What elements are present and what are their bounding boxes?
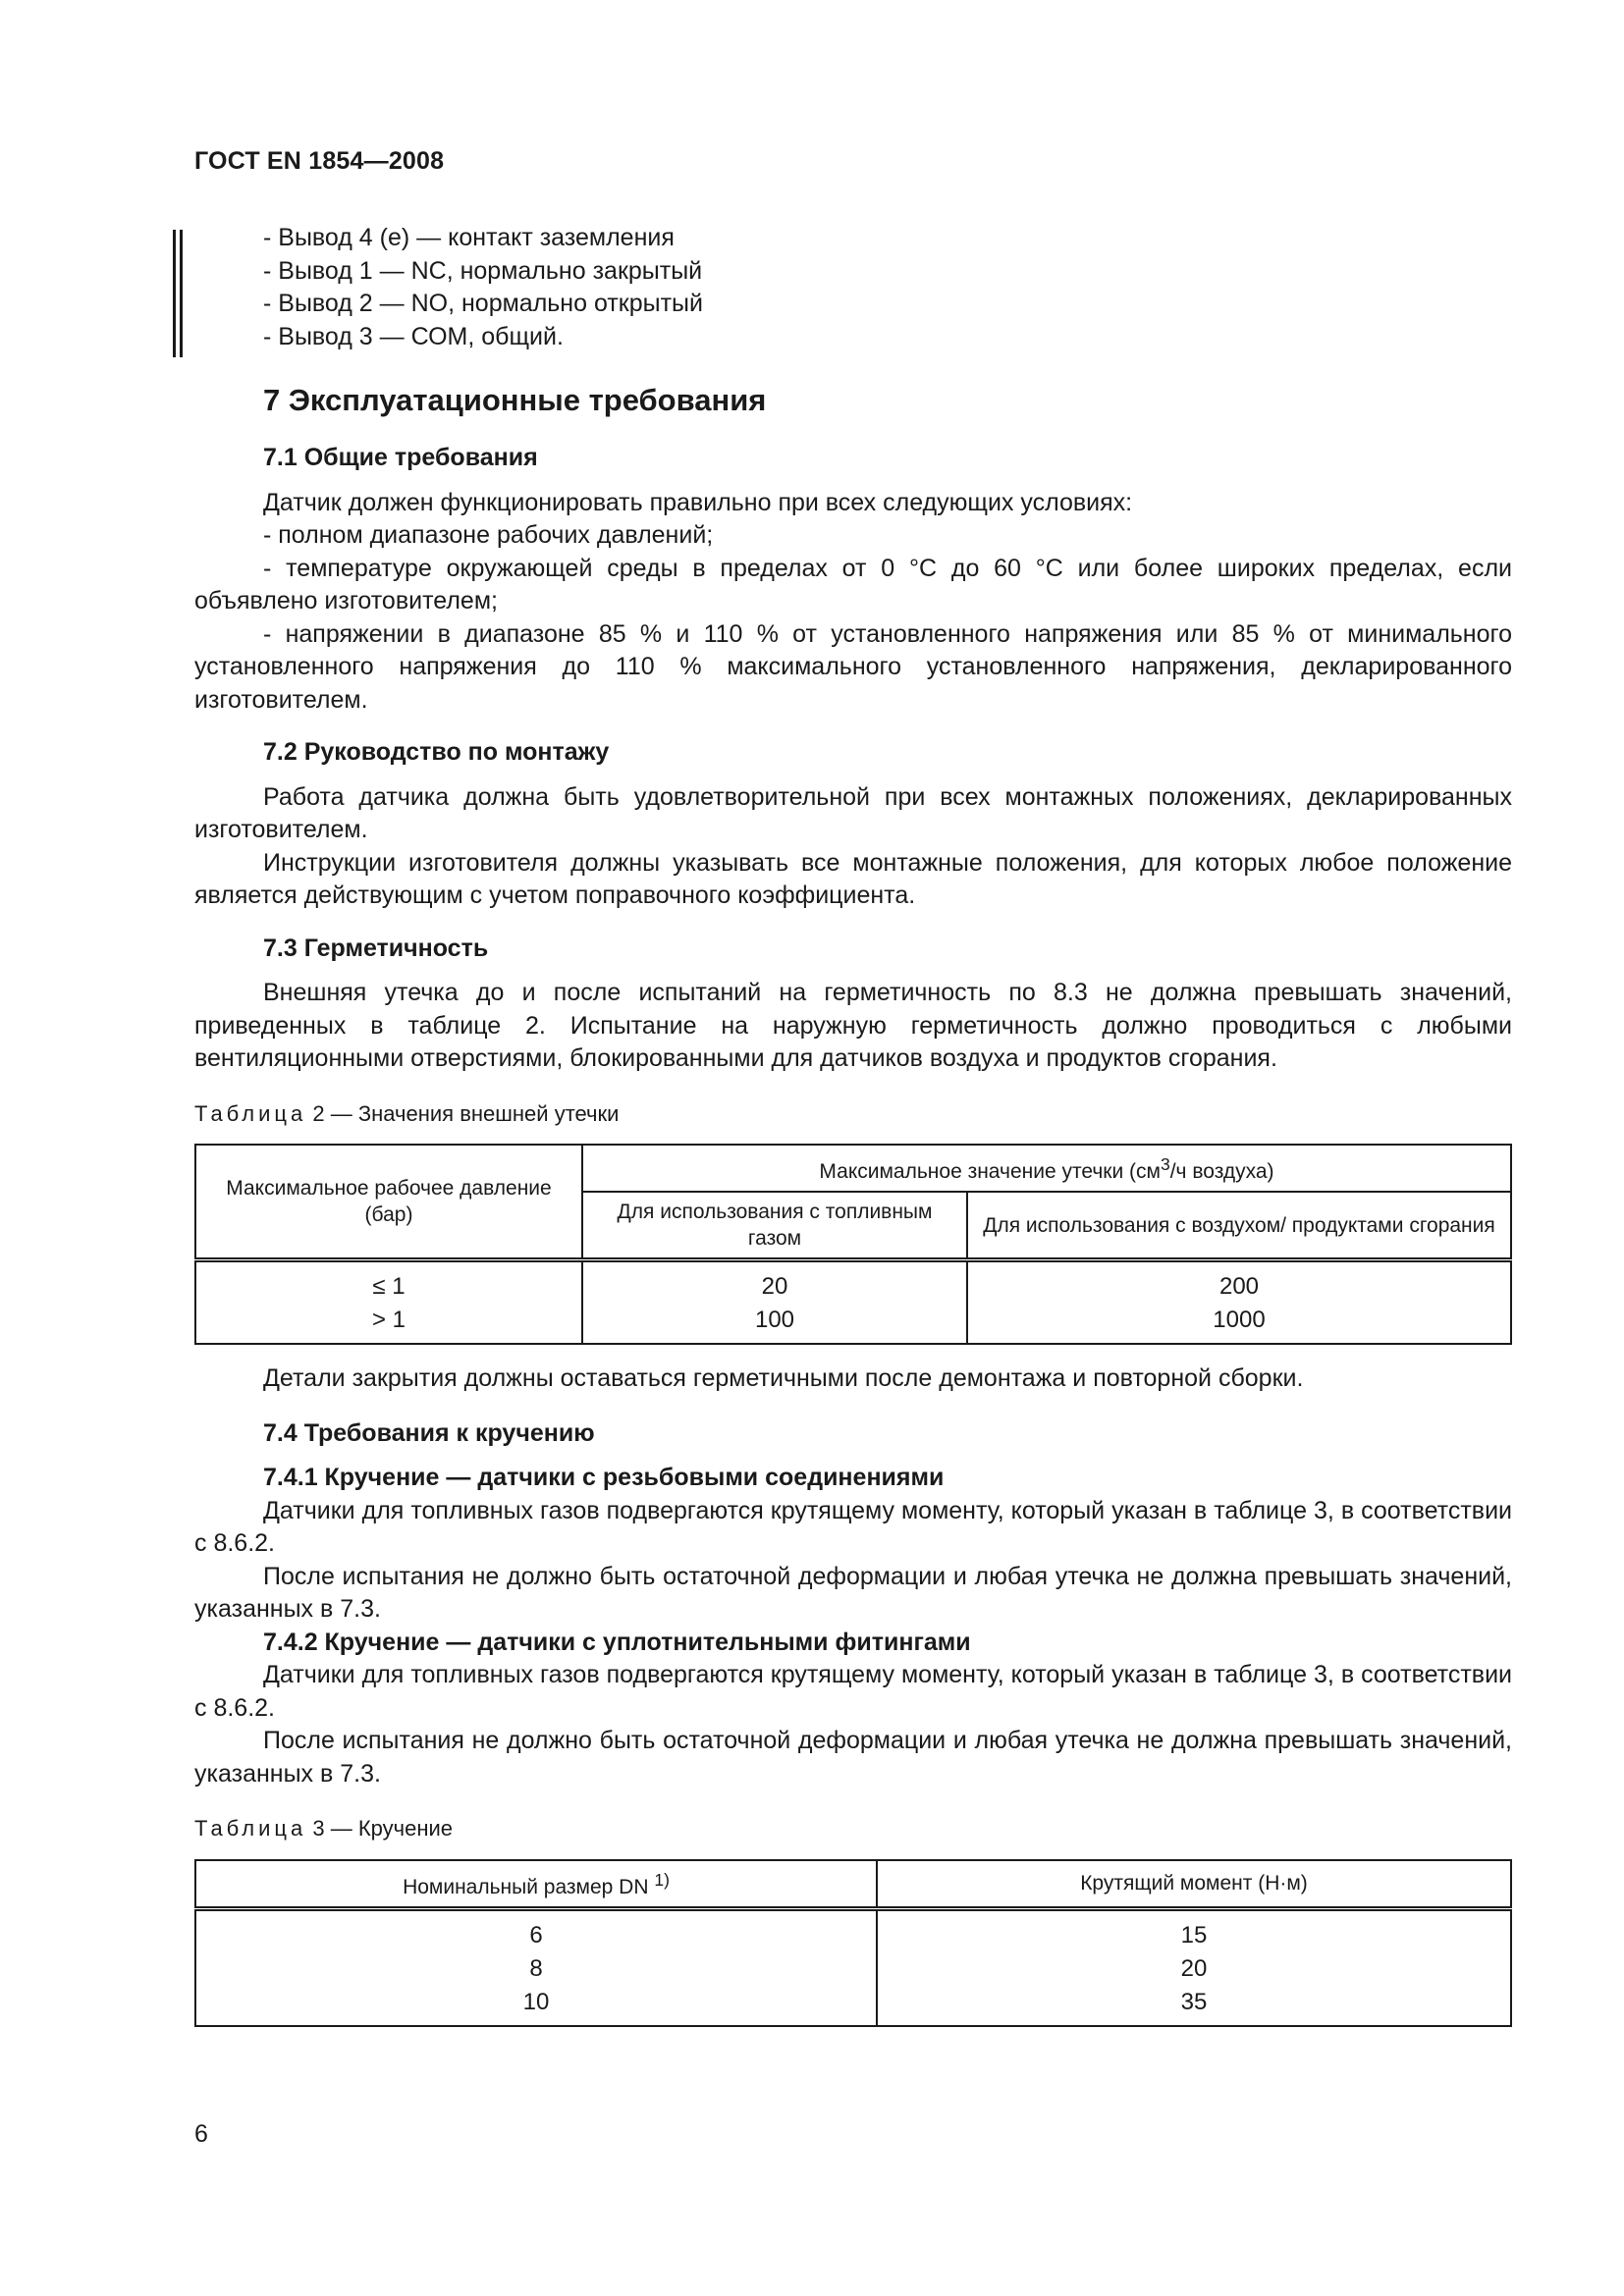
table-cell: 6	[529, 1921, 543, 1949]
table-3-header-size-text: Номинальный размер DN	[403, 1875, 655, 1898]
table-cell: 1000	[1213, 1307, 1266, 1333]
section-7-3-paragraph: Внешняя утечка до и после испытаний на герметичность по 8.3 не должна превышать значений, приведенных в таблице 2. Испытание на наружную герметичность должно проводиться с любыми вентиляционными отверстиями, блокированными для датчиков воздуха и продуктов сгорания.	[194, 979, 1512, 1072]
table-3-col-size	[195, 1908, 877, 2026]
section-7-1-lead: Датчик должен функционировать правильно при всех следующих условиях:	[263, 488, 1133, 516]
section-7-2-paragraph: Работа датчика должна быть удовлетворительной при всех монтажных положениях, декларированных изготовителем.	[194, 782, 1512, 843]
table-3-header-size-footnote: 1)	[654, 1869, 670, 1890]
table-2-col-pressure	[195, 1260, 582, 1345]
table-2-external-leakage	[194, 1144, 1512, 1345]
section-7-2-heading: 7.2 Руководство по монтажу	[263, 738, 610, 766]
table-2-header-pressure: Максимальное рабочее давление (бар)	[195, 1145, 582, 1260]
table-cell: 8	[529, 1954, 543, 1982]
table-2-header-group-pre: Максимальное значение утечки (см	[819, 1160, 1161, 1183]
section-7-1-heading: 7.1 Общие требования	[263, 444, 538, 471]
document-body	[194, 222, 1512, 2027]
intro-list-item: - Вывод 4 (е) — контакт заземления	[263, 224, 675, 251]
table-cell: 15	[1180, 1921, 1208, 1949]
section-7-heading: 7 Эксплуатационные требования	[263, 383, 767, 417]
table-cell: 20	[1180, 1954, 1208, 1982]
table-2-caption-text: 2 — Значения внешней утечки	[306, 1100, 620, 1126]
table-cell: 100	[754, 1307, 795, 1333]
section-7-1-item: - напряжении в диапазоне 85 % и 110 % от установленного напряжения или 85 % от минимального установленного напряжения до 110 % максимального установленного напряжения, декларированного изготовителем.	[194, 619, 1512, 714]
table-3-header-size	[195, 1860, 877, 1909]
section-7-3-after-table: Детали закрытия должны оставаться герметичными после демонтажа и повторной сборки.	[263, 1364, 1304, 1392]
table-cell: 10	[522, 1988, 550, 2015]
section-7-4-2-heading: 7.4.2 Кручение — датчики с уплотнительными фитингами	[263, 1628, 971, 1656]
change-bars	[173, 230, 185, 357]
section-7-4-1-heading: 7.4.1 Кручение — датчики с резьбовыми соединениями	[263, 1464, 945, 1491]
table-3-torque	[194, 1859, 1512, 2027]
table-3-caption-text: 3 — Кручение	[306, 1816, 454, 1841]
table-2-col-air	[967, 1260, 1511, 1345]
intro-list-item: - Вывод 1 — NC, нормально закрытый	[263, 256, 703, 285]
page-number: 6	[194, 2120, 208, 2148]
document-header: ГОСТ EN 1854—2008	[194, 147, 445, 175]
table-3-caption-word: Таблица	[194, 1816, 307, 1841]
table-3-header-torque: Крутящий момент (Н·м)	[877, 1860, 1511, 1909]
section-7-4-1-paragraph: Датчики для топливных газов подвергаются крутящему моменту, который указан в таблице 3, в соответствии с 8.6.2.	[194, 1496, 1512, 1557]
section-7-4-heading: 7.4 Требования к кручению	[263, 1418, 595, 1447]
section-7-2-paragraph: Инструкции изготовителя должны указывать все монтажные положения, для которых любое положение является действующим с учетом поправочного коэффициента.	[194, 848, 1512, 909]
intro-list-item: - Вывод 2 — NO, нормально открытый	[263, 290, 703, 317]
table-2-header-group-sup: 3	[1160, 1154, 1170, 1174]
section-7-4-2-paragraph: После испытания не должно быть остаточной деформации и любая утечка не должна превышать значений, указанных в 7.3.	[194, 1727, 1512, 1788]
table-3-caption	[194, 1812, 1512, 1845]
table-2-caption	[194, 1097, 1512, 1131]
section-7-4-2-paragraph: Датчики для топливных газов подвергаются крутящему моменту, который указан в таблице 3, в соответствии с 8.6.2.	[194, 1661, 1512, 1722]
table-2-caption-word: Таблица	[194, 1100, 307, 1126]
intro-list-item: - Вывод 3 — СОМ, общий.	[263, 322, 564, 350]
change-bar-left	[173, 230, 176, 357]
table-2-header-air: Для использования с воздухом/ продуктами сгорания	[967, 1192, 1511, 1260]
table-3-col-torque	[877, 1908, 1511, 2026]
table-cell: 35	[1180, 1988, 1208, 2015]
change-bar-right	[180, 230, 183, 357]
section-7-1-item: - температуре окружающей среды в пределах от 0 °С до 60 °С или более широких пределах, если объявлено изготовителем;	[194, 554, 1512, 614]
section-7-3-heading: 7.3 Герметичность	[263, 934, 489, 962]
table-2-header-fuel-gas: Для использования с топливным газом	[582, 1192, 967, 1260]
section-7-1-item: - полном диапазоне рабочих давлений;	[263, 521, 714, 549]
section-7-4-1-paragraph: После испытания не должно быть остаточной деформации и любая утечка не должна превышать значений, указанных в 7.3.	[194, 1562, 1512, 1623]
table-2-col-fuel-gas	[582, 1260, 967, 1345]
table-cell: 20	[761, 1273, 788, 1300]
table-cell: 200	[1218, 1273, 1260, 1300]
table-2-header-group	[582, 1145, 1511, 1192]
table-cell: > 1	[371, 1307, 406, 1333]
table-cell: ≤ 1	[372, 1273, 406, 1300]
table-2-header-group-post: /ч воздуха)	[1169, 1160, 1274, 1183]
